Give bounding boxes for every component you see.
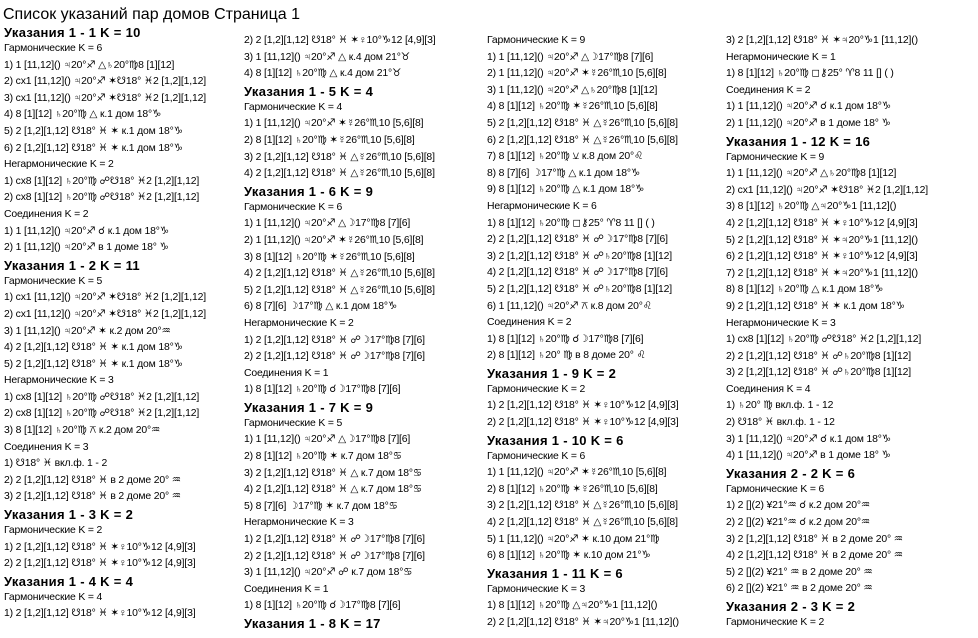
aspect-row: 2) 1 [11,12]() ♃20°♐ в 1 доме 18° ♑	[726, 117, 891, 129]
section-heading: Указания 1 - 12 K = 16	[726, 133, 871, 149]
column-3	[487, 33, 679, 632]
section-heading: Указания 1 - 2 K = 11	[4, 257, 140, 273]
group-heading: Гармонические K = 6	[487, 450, 586, 462]
aspect-row: 1) ♄20° ♍ вкл.ф. 1 - 12	[726, 400, 834, 412]
aspect-row: 3) 2 [1,2][1,12] ☋18° ♓ ☍♄20°♍8 [1][12]	[487, 250, 672, 262]
aspect-row: 3) 1 [11,12]() ♃20°♐ △ к.4 дом 21°♉	[244, 51, 410, 63]
aspect-row: 5) 2 [1,2][1,12] ☋18° ♓ △☿26°♏10 [5,6][8]	[487, 117, 678, 129]
section-heading: Указания 1 - 8 K = 17	[244, 616, 381, 631]
aspect-row: 1) 8 [1][12] ♄20°♍ ◻⚷25° ♈8 11 [] ( )	[487, 217, 655, 229]
aspect-row: 5) 1 [11,12]() ♃20°♐ ✶ к.10 дом 21°♍	[487, 533, 660, 545]
aspect-row: 1) 1 [11,12]() ♃20°♐ △☽17°♍8 [7][6]	[244, 434, 411, 446]
aspect-row: 1) 8 [1][12] ♄20°♍ ☌☽17°♍8 [7][6]	[244, 600, 401, 612]
aspect-row: 1) 1 [11,12]() ♃20°♐ △♄20°♍8 [1][12]	[4, 59, 175, 71]
aspect-row: 1) 1 [11,12]() ♃20°♐ △☽17°♍8 [7][6]	[244, 218, 411, 230]
section-heading: Указания 1 - 11 K = 6	[487, 565, 623, 581]
section-heading: Указания 1 - 9 K = 2	[487, 365, 617, 381]
group-heading: Соединения K = 1	[244, 367, 329, 379]
group-heading: Негармонические K = 1	[726, 51, 836, 63]
aspect-row: 1) 1 [11,12]() ♃20°♐ ☌ к.1 дом 18°♑	[726, 101, 891, 113]
aspect-row: 8) 8 [1][12] ♄20°♍ △ к.1 дом 18°♑	[726, 284, 884, 296]
aspect-row: 2) 8 [1][12] ♄20°♍ ✶☿26°♏10 [5,6][8]	[487, 483, 658, 495]
section-heading: Указания 1 - 7 K = 9	[244, 399, 374, 415]
group-heading: Соединения K = 2	[4, 208, 89, 220]
aspect-row: 2) 2 [1,2][1,12] ☋18° ♓ ✶♀10°♑12 [4,9][3]	[244, 35, 436, 46]
aspect-row: 2) 2 [1,2][1,12] ☋18° ♓ ✶♀10°♑12 [4,9][3]	[487, 417, 679, 429]
section-heading: Указания 1 - 1 K = 10	[4, 25, 141, 40]
aspect-row: 1) 1 [11,12]() ♃20°♐ ✶☿26°♏10 [5,6][8]	[487, 467, 667, 479]
aspect-row: 3) 1 [11,12]() ♃20°♐ ☌ к.1 дом 18°♑	[726, 433, 891, 445]
aspect-row: 5) 8 [7][6] ☽17°♍ ✶ к.7 дом 18°♋	[244, 500, 398, 512]
section-heading: Указания 2 - 3 K = 2	[726, 599, 856, 614]
group-heading: Гармонические K = 3	[487, 583, 586, 595]
aspect-row: 2) 1 [11,12]() ♃20°♐ ✶☿26°♏10 [5,6][8]	[244, 234, 424, 246]
aspect-row: 2) 2 [1,2][1,12] ☋18° ♓ ✶♃20°♑1 [11,12]()	[487, 617, 679, 628]
aspect-row: 7) 2 [1,2][1,12] ☋18° ♓ ✶♃20°♑1 [11,12]()	[726, 267, 918, 279]
aspect-row: 4) 2 [1,2][1,12] ☋18° ♓ △ к.7 дом 18°♋	[244, 484, 423, 496]
aspect-row: 1) 1 [11,12]() ♃20°♐ ☌ к.1 дом 18°♑	[4, 225, 169, 237]
group-heading: Гармонические K = 6	[726, 483, 825, 495]
aspect-row: 1) cx1 [11,12]() ♃20°♐ ✶☋18° ♓2 [1,2][1,12]	[4, 292, 206, 304]
group-heading: Гармонические K = 6	[244, 201, 343, 213]
aspect-row: 1) 2 [1,2][1,12] ☋18° ♓ ✶♀10°♑12 [4,9][3]	[4, 608, 196, 620]
aspect-row: 4) 2 [1,2][1,12] ☋18° ♓ △☿26°♏10 [5,6][8]	[244, 168, 435, 180]
group-heading: Гармонические K = 9	[726, 151, 825, 163]
aspect-row: 2) 1 [11,12]() ♃20°♐ в 1 доме 18° ♑	[4, 242, 169, 254]
section-heading: Указания 1 - 5 K = 4	[244, 83, 374, 99]
aspect-row: 3) 2 [1,2][1,12] ☋18° ♓ в 2 доме 20° ♒	[726, 533, 903, 545]
aspect-row: 3) 8 [1][12] ♄20°♍ △♃20°♑1 [11,12]()	[726, 201, 897, 213]
aspect-row: 4) 8 [1][12] ♄20°♍ △ к.1 дом 18°♑	[4, 109, 162, 121]
group-heading: Гармонические K = 5	[244, 417, 343, 429]
aspect-row: 5) 2 [1,2][1,12] ☋18° ♓ ☍♄20°♍8 [1][12]	[487, 283, 672, 295]
aspect-row: 3) 2 [1,2][1,12] ☋18° ♓ в 2 доме 20° ♒	[4, 491, 181, 503]
aspect-row: 2) cx1 [11,12]() ♃20°♐ ✶☋18° ♓2 [1,2][1,12]	[4, 308, 206, 320]
aspect-row: 4) 1 [11,12]() ♃20°♐ в 1 доме 18° ♑	[726, 450, 891, 462]
column-2	[244, 33, 436, 632]
aspect-row: 4) 2 [1,2][1,12] ☋18° ♓ △☿26°♏10 [5,6][8]	[244, 268, 435, 280]
aspect-row: 4) 2 [1,2][1,12] ☋18° ♓ ✶ к.1 дом 18°♑	[4, 342, 183, 354]
group-heading: Соединения K = 2	[726, 84, 811, 96]
section-heading: Указания 1 - 6 K = 9	[244, 183, 374, 199]
group-heading: Негармонические K = 3	[4, 375, 114, 387]
aspect-row: 2) 2 [1,2][1,12] ☋18° ♓ в 2 доме 20° ♒	[4, 474, 181, 486]
section-heading: Указания 1 - 3 K = 2	[4, 507, 134, 523]
aspect-row: 8) 8 [7][6] ☽17°♍ △ к.1 дом 18°♑	[487, 167, 641, 179]
aspect-row: 4) 8 [1][12] ♄20°♍ ✶☿26°♏10 [5,6][8]	[487, 101, 658, 113]
group-heading: Гармонические K = 9	[487, 35, 586, 46]
aspect-row: 1) 8 [1][12] ♄20°♍ ☌☽17°♍8 [7][6]	[244, 384, 401, 396]
aspect-row: 2) 8 [1][12] ♄20° ♍ в 8 доме 20° ♌	[487, 350, 646, 362]
group-heading: Гармонические K = 4	[4, 591, 103, 603]
page-title: Список указаний пар домов Страница 1	[3, 6, 300, 23]
group-heading: Гармонические K = 2	[726, 617, 825, 628]
aspect-row: 2) ☋18° ♓ вкл.ф. 1 - 12	[726, 417, 835, 429]
group-heading: Соединения K = 1	[244, 583, 329, 595]
aspect-row: 1) cx8 [1][12] ♄20°♍ ☍☋18° ♓2 [1,2][1,12]	[726, 334, 922, 346]
aspect-row: 6) 2 [1,2][1,12] ☋18° ♓ ✶♀10°♑12 [4,9][3]	[726, 251, 918, 263]
aspect-row: 5) 2 [1,2][1,12] ☋18° ♓ ✶ к.1 дом 18°♑	[4, 358, 183, 370]
aspect-row: 5) 2 [1,2][1,12] ☋18° ♓ △☿26°♏10 [5,6][8]	[244, 284, 435, 296]
aspect-row: 7) 8 [1][12] ♄20°♍ ⚺ к.8 дом 20°♌	[487, 151, 644, 163]
aspect-row: 9) 8 [1][12] ♄20°♍ △ к.1 дом 18°♑	[487, 184, 645, 196]
aspect-row: 6) 2 [1,2][1,12] ☋18° ♓ △☿26°♏10 [5,6][8]	[487, 134, 678, 146]
group-heading: Гармонические K = 5	[4, 275, 103, 287]
aspect-row: 1) cx8 [1][12] ♄20°♍ ☍☋18° ♓2 [1,2][1,12]	[4, 175, 200, 187]
aspect-row: 1) 2 [1,2][1,12] ☋18° ♓ ✶♀10°♑12 [4,9][3]	[487, 400, 679, 412]
aspect-row: 1) ☋18° ♓ вкл.ф. 1 - 2	[4, 458, 108, 470]
aspect-row: 3) 2 [1,2][1,12] ☋18° ♓ △☿26°♏10 [5,6][8]	[244, 151, 435, 163]
aspect-row: 2) 8 [1][12] ♄20°♍ ✶ к.7 дом 18°♋	[244, 451, 402, 463]
aspect-row: 2) 2 [1,2][1,12] ☋18° ♓ ☍♄20°♍8 [1][12]	[726, 350, 911, 362]
aspect-row: 2) cx1 [11,12]() ♃20°♐ ✶☋18° ♓2 [1,2][1,12]	[4, 76, 206, 88]
aspect-row: 4) 2 [1,2][1,12] ☋18° ♓ в 2 доме 20° ♒	[726, 550, 903, 562]
aspect-row: 3) 8 [1][12] ♄20°♍ ✶☿26°♏10 [5,6][8]	[244, 251, 415, 263]
group-heading: Гармонические K = 2	[4, 525, 103, 537]
group-heading: Соединения K = 2	[487, 317, 572, 329]
group-heading: Негармонические K = 3	[244, 517, 354, 529]
aspect-row: 3) 8 [1][12] ♄20°♍ ⚻ к.2 дом 20°♒	[4, 425, 161, 437]
aspect-row: 6) 2 [](2) ¥21° ♒ в 2 доме 20° ♒	[726, 583, 873, 595]
aspect-row: 3) cx1 [11,12]() ♃20°♐ ✶☋18° ♓2 [1,2][1,12]	[4, 92, 206, 104]
aspect-row: 1) 2 [1,2][1,12] ☋18° ♓ ☍☽17°♍8 [7][6]	[244, 334, 425, 346]
group-heading: Соединения K = 4	[726, 383, 811, 395]
group-heading: Гармонические K = 4	[244, 101, 343, 113]
aspect-row: 1) 2 [](2) ¥21°♒ ☌ к.2 дом 20°♒	[726, 500, 871, 512]
aspect-row: 1) 8 [1][12] ♄20°♍ ◻⚷25° ♈8 11 [] ( )	[726, 68, 894, 80]
aspect-row: 2) 2 [1,2][1,12] ☋18° ♓ ☍☽17°♍8 [7][6]	[244, 550, 425, 562]
aspect-row: 5) 2 [1,2][1,12] ☋18° ♓ ✶♃20°♑1 [11,12]()	[726, 234, 918, 246]
aspect-row: 6) 8 [7][6] ☽17°♍ △ к.1 дом 18°♑	[244, 301, 398, 313]
aspect-row: 3) 1 [11,12]() ♃20°♐ ✶ к.2 дом 20°♒	[4, 325, 171, 337]
aspect-row: 2) 2 [1,2][1,12] ☋18° ♓ ✶♀10°♑12 [4,9][3]	[4, 558, 196, 570]
aspect-row: 3) 1 [11,12]() ♃20°♐ ☍ к.7 дом 18°♋	[244, 567, 413, 579]
aspect-row: 3) 2 [1,2][1,12] ☋18° ♓ ☍♄20°♍8 [1][12]	[726, 367, 911, 379]
aspect-row: 1) 1 [11,12]() ♃20°♐ △☽17°♍8 [7][6]	[487, 51, 654, 63]
aspect-row: 2) 8 [1][12] ♄20°♍ ✶☿26°♏10 [5,6][8]	[244, 134, 415, 146]
aspect-row: 6) 2 [1,2][1,12] ☋18° ♓ ✶ к.1 дом 18°♑	[4, 142, 183, 154]
aspect-row: 4) 2 [1,2][1,12] ☋18° ♓ ✶♀10°♑12 [4,9][3]	[726, 217, 918, 229]
aspect-row: 4) 8 [1][12] ♄20°♍ △ к.4 дом 21°♉	[244, 68, 402, 80]
aspect-row: 3) 2 [1,2][1,12] ☋18° ♓ ✶♃20°♑1 [11,12]()	[726, 35, 918, 46]
aspect-row: 9) 2 [1,2][1,12] ☋18° ♓ ✶ к.1 дом 18°♑	[726, 300, 905, 312]
aspect-row: 3) 2 [1,2][1,12] ☋18° ♓ △☿26°♏10 [5,6][8]	[487, 500, 678, 512]
aspect-row: 4) 2 [1,2][1,12] ☋18° ♓ △☿26°♏10 [5,6][8]	[487, 517, 678, 529]
aspect-row: 2) 2 [1,2][1,12] ☋18° ♓ ☍☽17°♍8 [7][6]	[487, 234, 668, 246]
column-4	[726, 33, 928, 632]
aspect-row: 2) cx1 [11,12]() ♃20°♐ ✶☋18° ♓2 [1,2][1,12]	[726, 184, 928, 196]
aspect-row: 5) 2 [](2) ¥21° ♒ в 2 доме 20° ♒	[726, 566, 873, 578]
aspect-row: 6) 8 [1][12] ♄20°♍ ✶ к.10 дом 21°♑	[487, 550, 651, 562]
aspect-row: 1) 8 [1][12] ♄20°♍ △♃20°♑1 [11,12]()	[487, 600, 658, 612]
group-heading: Негармонические K = 2	[244, 317, 354, 329]
group-heading: Соединения K = 3	[4, 441, 89, 453]
group-heading: Негармонические K = 6	[487, 200, 597, 212]
aspect-row: 3) 1 [11,12]() ♃20°♐ △♄20°♍8 [1][12]	[487, 84, 658, 96]
aspect-row: 3) 2 [1,2][1,12] ☋18° ♓ △ к.7 дом 18°♋	[244, 467, 423, 479]
aspect-row: 4) 2 [1,2][1,12] ☋18° ♓ ☍☽17°♍8 [7][6]	[487, 267, 668, 279]
aspect-row: 1) 2 [1,2][1,12] ☋18° ♓ ☍☽17°♍8 [7][6]	[244, 534, 425, 546]
group-heading: Гармонические K = 2	[487, 383, 586, 395]
aspect-row: 2) 2 [1,2][1,12] ☋18° ♓ ☍☽17°♍8 [7][6]	[244, 351, 425, 363]
aspect-row: 1) 2 [1,2][1,12] ☋18° ♓ ✶♀10°♑12 [4,9][3]	[4, 541, 196, 553]
section-heading: Указания 2 - 2 K = 6	[726, 465, 856, 481]
group-heading: Негармонические K = 3	[726, 317, 836, 329]
aspect-row: 6) 1 [11,12]() ♃20°♐ ⚻ к.8 дом 20°♌	[487, 300, 652, 312]
aspect-row: 2) cx8 [1][12] ♄20°♍ ☍☋18° ♓2 [1,2][1,12]	[4, 408, 200, 420]
section-heading: Указания 1 - 10 K = 6	[487, 432, 624, 448]
section-heading: Указания 1 - 4 K = 4	[4, 573, 134, 589]
aspect-row: 1) 8 [1][12] ♄20°♍ ☌☽17°♍8 [7][6]	[487, 333, 644, 345]
aspect-row: 1) 1 [11,12]() ♃20°♐ △♄20°♍8 [1][12]	[726, 168, 897, 180]
aspect-row: 2) cx8 [1][12] ♄20°♍ ☍☋18° ♓2 [1,2][1,12]	[4, 192, 200, 204]
column-1	[4, 24, 206, 623]
aspect-row: 2) 1 [11,12]() ♃20°♐ ✶☿26°♏10 [5,6][8]	[487, 68, 667, 80]
group-heading: Негармонические K = 2	[4, 159, 114, 171]
aspect-row: 5) 2 [1,2][1,12] ☋18° ♓ ✶ к.1 дом 18°♑	[4, 125, 183, 137]
aspect-row: 1) 1 [11,12]() ♃20°♐ ✶☿26°♏10 [5,6][8]	[244, 118, 424, 130]
aspect-row: 1) cx8 [1][12] ♄20°♍ ☍☋18° ♓2 [1,2][1,12]	[4, 391, 200, 403]
aspect-row: 2) 2 [](2) ¥21°♒ ☌ к.2 дом 20°♒	[726, 517, 871, 529]
group-heading: Гармонические K = 6	[4, 43, 103, 54]
